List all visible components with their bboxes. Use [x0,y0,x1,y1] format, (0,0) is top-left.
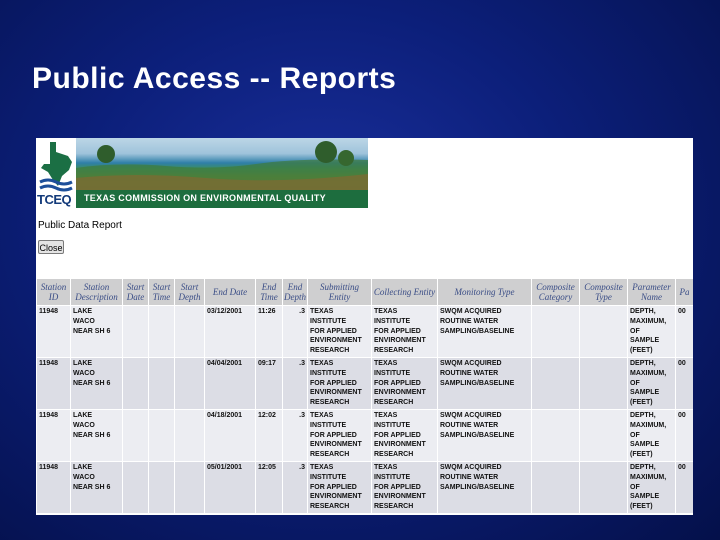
col-header: Start Time [149,279,175,306]
col-header: Collecting Entity [372,279,438,306]
table-cell: LAKE WACO NEAR SH 6 [71,462,123,514]
table-cell: TEXAS INSTITUTE FOR APPLIED ENVIRONMENT RESEARCH [308,358,372,410]
table-cell: 11948 [37,462,71,514]
table-cell: TEXAS INSTITUTE FOR APPLIED ENVIRONMENT RESEARCH [372,462,438,514]
agency-banner [36,138,368,208]
table-cell: 11948 [37,358,71,410]
table-cell: TEXAS INSTITUTE FOR APPLIED ENVIRONMENT RESEARCH [308,410,372,462]
table-cell [532,306,580,358]
table-cell [123,410,149,462]
table-cell: DEPTH, MAXIMUM, OF SAMPLE (FEET) [628,306,676,358]
table-cell [149,306,175,358]
table-cell: DEPTH, MAXIMUM, OF SAMPLE (FEET) [628,410,676,462]
table-cell: .3 [283,462,308,514]
slide-title: Public Access -- Reports [32,62,397,95]
table-cell: 04/18/2001 [205,410,256,462]
table-cell [175,358,205,410]
table-cell: LAKE WACO NEAR SH 6 [71,358,123,410]
table-cell: LAKE WACO NEAR SH 6 [71,410,123,462]
col-header: Submitting Entity [308,279,372,306]
table-cell: TEXAS INSTITUTE FOR APPLIED ENVIRONMENT RESEARCH [308,462,372,514]
table-cell [149,462,175,514]
col-header: End Depth [283,279,308,306]
table-cell [532,358,580,410]
table-cell: .3 [283,358,308,410]
table-cell: SWQM ACQUIRED ROUTINE WATER SAMPLING/BASELINE [438,306,532,358]
col-header: Monitoring Type [438,279,532,306]
table-cell: 09:17 [256,358,283,410]
table-cell: SWQM ACQUIRED ROUTINE WATER SAMPLING/BASELINE [438,410,532,462]
agency-name: TEXAS COMMISSION ON ENVIRONMENTAL QUALITY [84,193,326,203]
table-cell: 12:05 [256,462,283,514]
table-cell: .3 [283,306,308,358]
table-cell: 00 [676,306,694,358]
col-header: Composite Category [532,279,580,306]
table-cell: SWQM ACQUIRED ROUTINE WATER SAMPLING/BASELINE [438,358,532,410]
table-cell [580,306,628,358]
table-cell: TEXAS INSTITUTE FOR APPLIED ENVIRONMENT RESEARCH [372,358,438,410]
table-cell: 03/12/2001 [205,306,256,358]
table-cell [123,358,149,410]
texas-map-icon [36,138,76,192]
col-header: End Time [256,279,283,306]
table-cell: 00 [676,358,694,410]
table-cell: 12:02 [256,410,283,462]
table-cell [580,410,628,462]
table-cell [580,358,628,410]
table-cell: 11948 [37,306,71,358]
table-header-row [37,279,694,306]
table-cell: DEPTH, MAXIMUM, OF SAMPLE (FEET) [628,462,676,514]
table-cell: 05/01/2001 [205,462,256,514]
report-title: Public Data Report [38,220,122,231]
col-header: Parameter Name [628,279,676,306]
landscape-photo [76,138,368,190]
col-header: Station Description [71,279,123,306]
table-cell: 11:26 [256,306,283,358]
logo-text: TCEQ [37,192,72,207]
table-cell [580,462,628,514]
table-row [37,462,694,514]
table-cell: TEXAS INSTITUTE FOR APPLIED ENVIRONMENT RESEARCH [308,306,372,358]
table-row [37,410,694,462]
col-header: Station ID [37,279,71,306]
table-row [37,306,694,358]
report-screenshot [36,138,693,515]
table-cell: .3 [283,410,308,462]
agency-name-bar [76,190,368,208]
table-cell [175,462,205,514]
close-button[interactable]: Close [38,240,64,254]
table-cell [123,462,149,514]
table-cell: TEXAS INSTITUTE FOR APPLIED ENVIRONMENT RESEARCH [372,306,438,358]
col-header: Pa [676,279,694,306]
table-cell [175,306,205,358]
report-table [36,278,693,514]
tceq-logo [36,138,76,208]
table-cell: LAKE WACO NEAR SH 6 [71,306,123,358]
table-cell: 00 [676,462,694,514]
table-cell [149,410,175,462]
table-cell: TEXAS INSTITUTE FOR APPLIED ENVIRONMENT RESEARCH [372,410,438,462]
table-cell [532,462,580,514]
table-row [37,358,694,410]
table-cell: DEPTH, MAXIMUM, OF SAMPLE (FEET) [628,358,676,410]
table-cell [123,306,149,358]
col-header: End Date [205,279,256,306]
col-header: Start Date [123,279,149,306]
table-cell: 00 [676,410,694,462]
col-header: Composite Type [580,279,628,306]
table-cell: 11948 [37,410,71,462]
table-cell [532,410,580,462]
table-cell [149,358,175,410]
table-cell: 04/04/2001 [205,358,256,410]
table-cell [175,410,205,462]
table-cell: SWQM ACQUIRED ROUTINE WATER SAMPLING/BASELINE [438,462,532,514]
col-header: Start Depth [175,279,205,306]
